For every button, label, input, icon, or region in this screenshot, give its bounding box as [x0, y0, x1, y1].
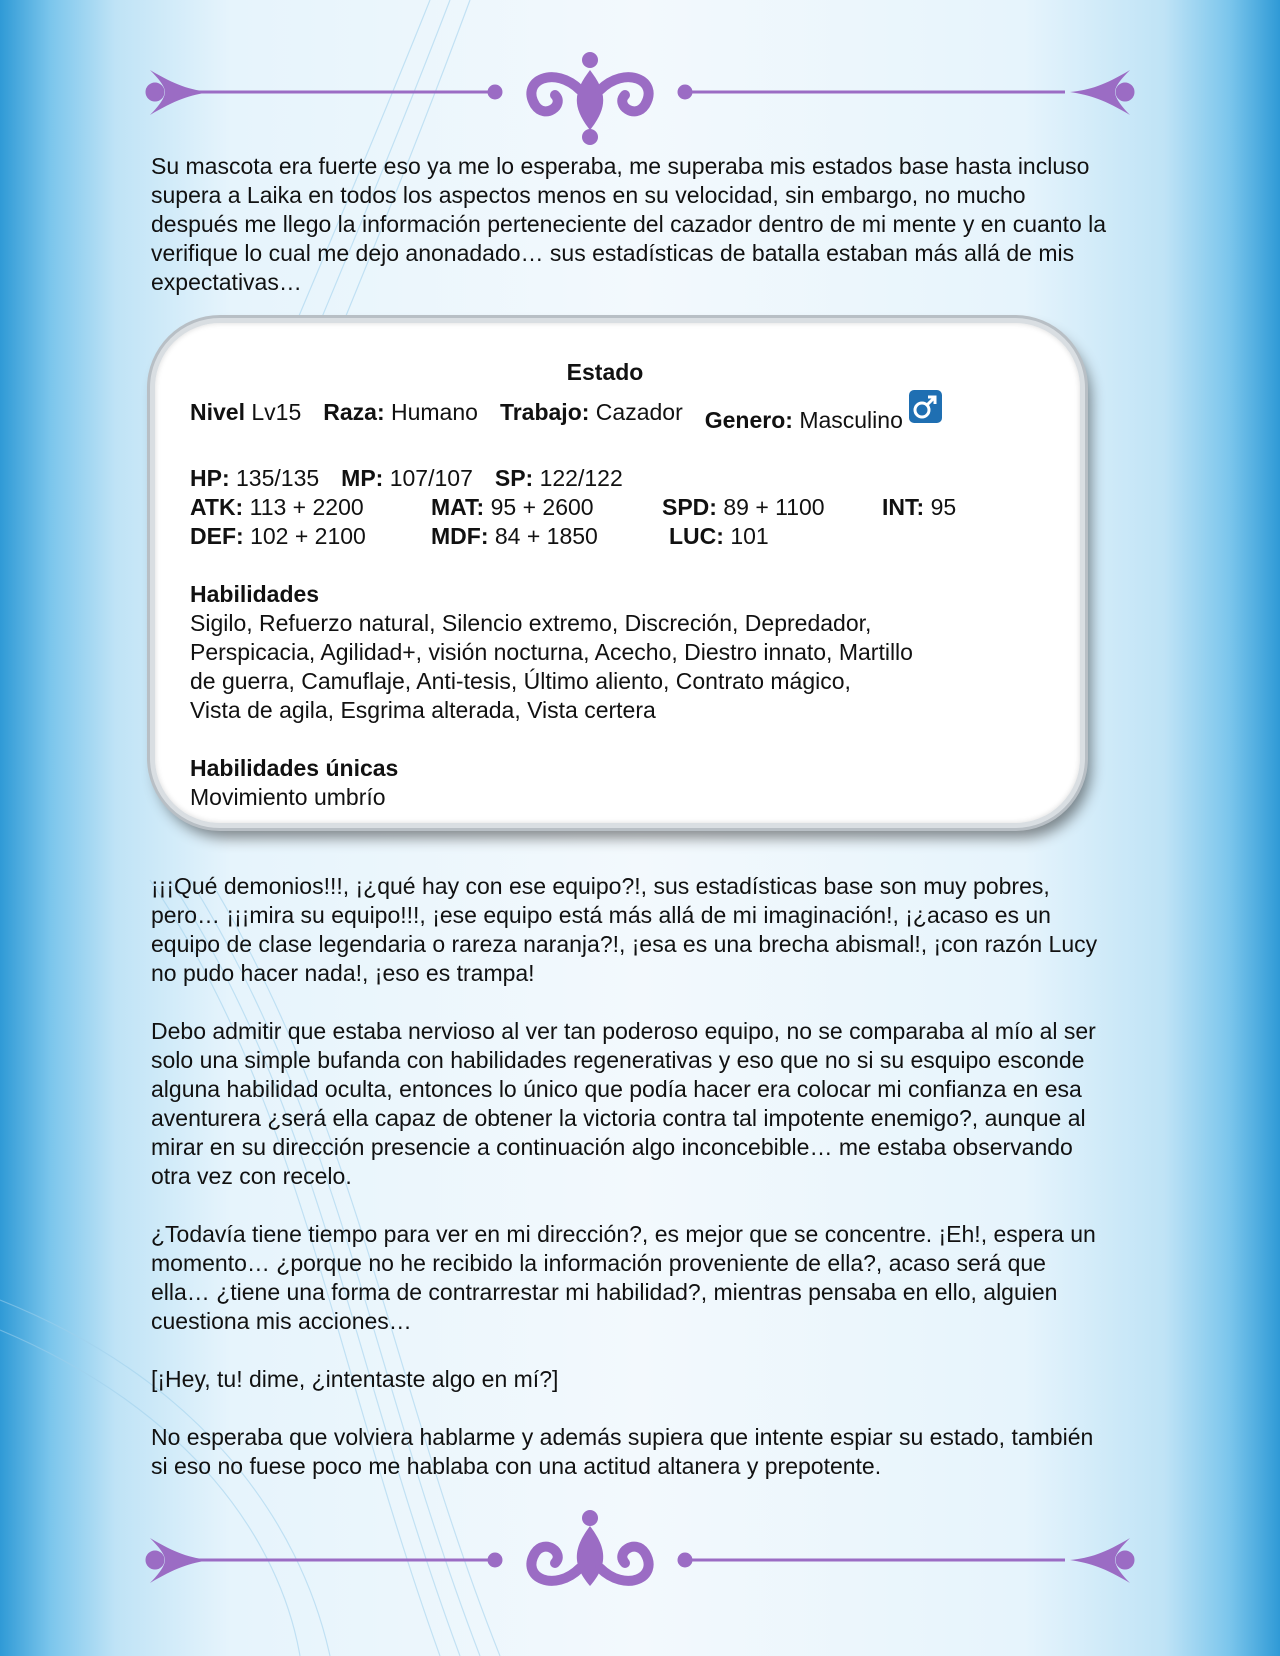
- intro-paragraph: [151, 152, 1111, 297]
- skills-list: [190, 609, 1040, 725]
- level-value: Lv15: [251, 399, 302, 425]
- mdf-stat: [431, 522, 669, 551]
- defense-stats-row: [190, 522, 1040, 551]
- status-title: Estado: [566, 359, 644, 385]
- atk-stat: [190, 493, 431, 522]
- unique-skills-value: Movimiento umbrío: [190, 784, 386, 810]
- mdf-value: 84 + 1850: [494, 523, 598, 549]
- pool-stats-row: [190, 464, 1040, 493]
- story-paragraph: ¿Todavía tiene tiempo para ver en mi dirección?, es mejor que se concentre. ¡Eh!, espera un momento… ¿porque no he recibido la información proveniente de ella?, acaso será que ella… ¿tiene una forma de contrarrestar mi habilidad?, mientras pensaba en ello, alguien cuestiona mis acciones…: [151, 1221, 1096, 1334]
- def-stat: [190, 522, 431, 551]
- skills-line: Sigilo, Refuerzo natural, Silencio extremo, Discreción, Depredador,: [190, 610, 872, 636]
- def-label: DEF:: [190, 523, 244, 549]
- intro-text: Su mascota era fuerte eso ya me lo esperaba, me superaba mis estados base hasta incluso supera a Laika en todos los aspectos menos en su velocidad, sin embargo, no mucho después me llego la información perteneciente del cazador dentro de mi mente y en cuanto la verifique lo cual me dejo anonadado… sus estadísticas de batalla estaban más allá de mis expectativas…: [151, 153, 1107, 295]
- level-field: [190, 398, 301, 435]
- story-paragraph: ¡¡¡Qué demonios!!!, ¡¿qué hay con ese equipo?!, sus estadísticas base son muy pobres, pero… ¡¡¡mira su equipo!!!, ¡ese equipo está más allá de mi imaginación!, ¡¿acaso es un equipo de clase legendaria o rareza naranja?!, ¡esa es una brecha abismal!, ¡con razón Lucy no pudo hacer nada!, ¡eso es trampa!: [151, 873, 1098, 986]
- unique-skills-heading: Habilidades únicas: [190, 755, 399, 781]
- job-label: Trabajo:: [499, 399, 590, 425]
- gender-label: Genero:: [704, 407, 793, 433]
- mp-label: MP:: [341, 465, 384, 491]
- skills-line: Vista de agila, Esgrima alterada, Vista certera: [190, 697, 656, 723]
- attack-stats-row: [190, 493, 1040, 522]
- int-stat: [882, 493, 956, 522]
- int-label: INT:: [882, 494, 925, 520]
- male-symbol-icon: [909, 390, 942, 423]
- skills-heading: Habilidades: [190, 581, 320, 607]
- atk-value: 113 + 2200: [249, 494, 364, 520]
- def-value: 102 + 2100: [250, 523, 366, 549]
- story-paragraph: [¡Hey, tu! dime, ¿intentaste algo en mí?]: [151, 1366, 559, 1392]
- mat-value: 95 + 2600: [490, 494, 594, 520]
- sp-value: 122/122: [539, 465, 623, 491]
- mp-value: 107/107: [389, 465, 473, 491]
- hp-value: 135/135: [236, 465, 320, 491]
- job-field: [500, 398, 683, 435]
- top-ornament: [135, 45, 1145, 145]
- skills-line: Perspicacia, Agilidad+, visión nocturna, Acecho, Diestro innato, Martillo: [190, 639, 913, 665]
- mat-label: MAT:: [431, 494, 485, 520]
- sp-label: SP:: [494, 465, 534, 491]
- race-field: [323, 398, 478, 435]
- spd-value: 89 + 1100: [723, 494, 825, 520]
- bottom-ornament: [135, 1508, 1145, 1608]
- mdf-label: MDF:: [431, 523, 489, 549]
- luc-stat: [669, 522, 769, 551]
- spd-stat: [662, 493, 882, 522]
- spd-label: SPD:: [662, 494, 717, 520]
- race-label: Raza:: [323, 399, 385, 425]
- mat-stat: [431, 493, 662, 522]
- int-value: 95: [930, 494, 957, 520]
- level-label: Nivel: [190, 399, 245, 425]
- skills-line: de guerra, Camuflaje, Anti-tesis, Último aliento, Contrato mágico,: [190, 668, 851, 694]
- gender-field: [705, 398, 942, 435]
- mp-stat: [341, 464, 473, 493]
- identity-row: [190, 398, 1040, 435]
- hp-label: HP:: [190, 465, 230, 491]
- status-card: [150, 318, 1085, 828]
- story-paragraph: Debo admitir que estaba nervioso al ver tan poderoso equipo, no se comparaba al mío al ser solo una simple bufanda con habilidades regenerativas y eso que no si su esquipo esconde alguna habilidad oculta, entonces lo único que podía hacer era colocar mi confianza en esa aventurera ¿será ella capaz de obtener la victoria contra tal impotente enemigo?, aunque al mirar en su dirección presencie a continuación algo inconcebible… me estaba observando otra vez con recelo.: [151, 1018, 1096, 1189]
- luc-value: 101: [730, 523, 769, 549]
- story-paragraph: No esperaba que volviera hablarme y además supiera que intente espiar su estado, también si eso no fuese poco me hablaba con una actitud altanera y prepotente.: [151, 1424, 1094, 1479]
- gender-value: Masculino: [799, 407, 903, 433]
- story-body: [151, 872, 1111, 1481]
- atk-label: ATK:: [190, 494, 244, 520]
- race-value: Humano: [391, 399, 478, 425]
- sp-stat: [495, 464, 623, 493]
- job-value: Cazador: [595, 399, 683, 425]
- luc-label: LUC:: [669, 523, 724, 549]
- hp-stat: [190, 464, 319, 493]
